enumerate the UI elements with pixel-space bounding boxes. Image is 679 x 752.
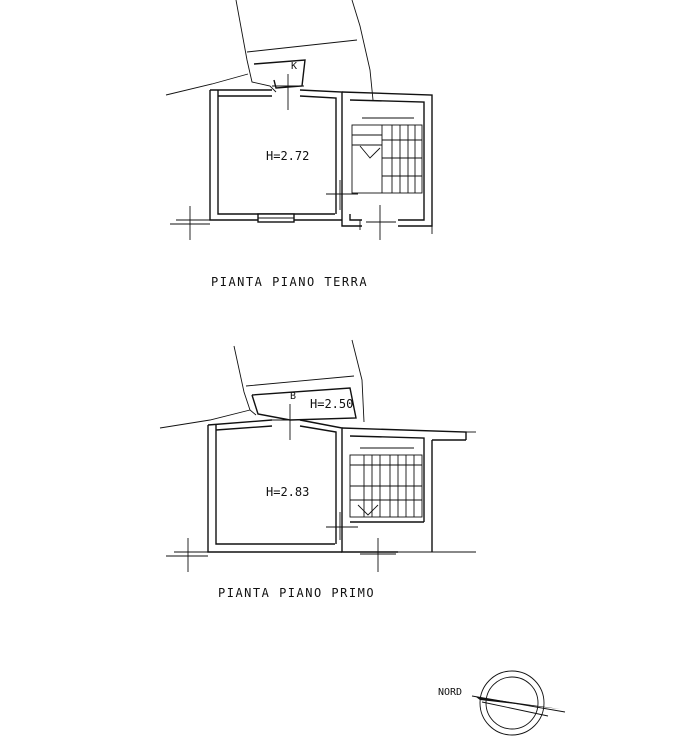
north-compass-icon	[472, 671, 565, 735]
first-floor-annex-height: H=2.50	[310, 397, 354, 411]
first-floor-caption: PIANTA PIANO PRIMO	[218, 586, 376, 600]
ground-floor-stair	[352, 118, 422, 193]
ground-floor-plan	[166, 0, 432, 240]
ground-floor-room-height: H=2.72	[266, 149, 310, 163]
first-floor-annex-marker: B	[290, 391, 297, 402]
first-floor-stair	[350, 448, 422, 517]
first-floor-plan	[160, 340, 476, 572]
first-floor-room-height: H=2.83	[266, 485, 310, 499]
compass-north-label: NORD	[438, 687, 463, 698]
ground-floor-door-marker: K	[291, 61, 298, 72]
ground-floor-caption: PIANTA PIANO TERRA	[211, 275, 369, 289]
